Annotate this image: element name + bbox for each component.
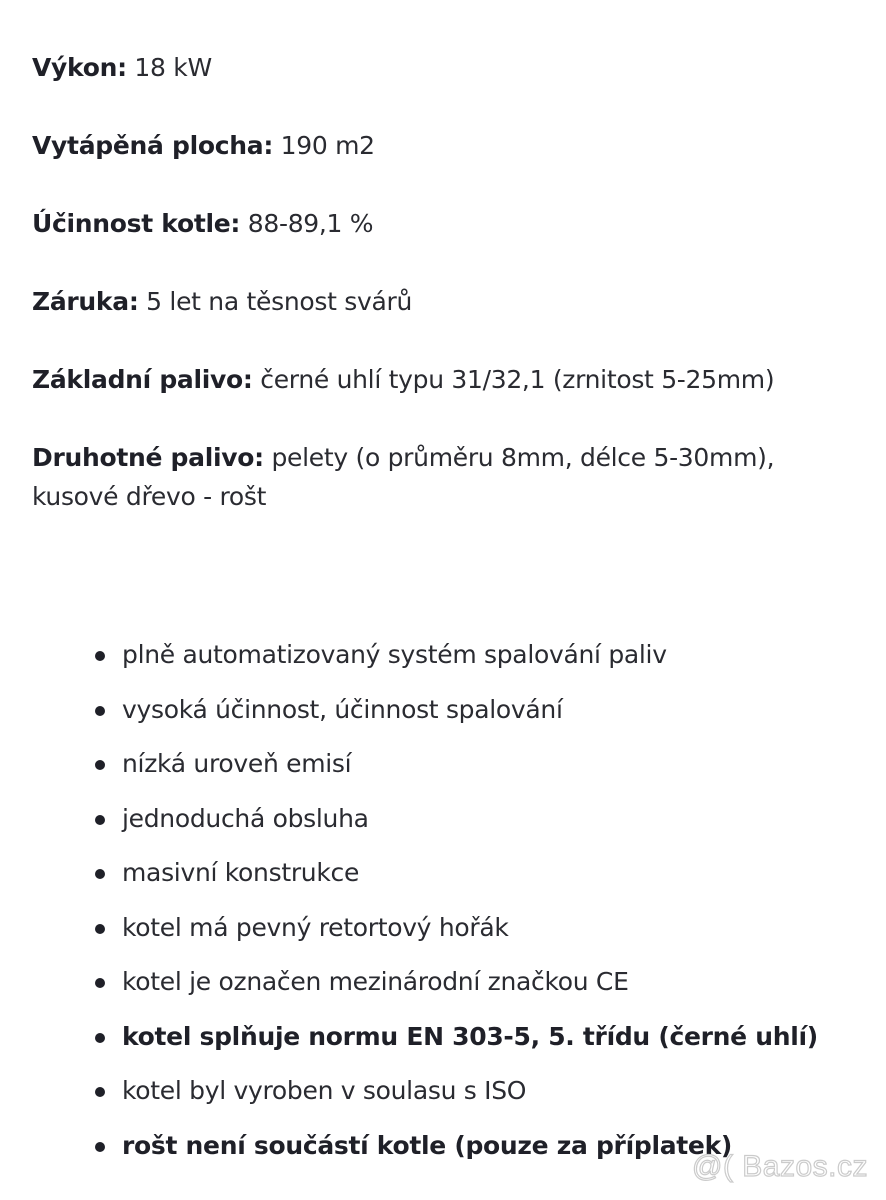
feature-list — [94, 628, 818, 1173]
bullet-icon — [95, 760, 105, 770]
spec-list — [32, 48, 862, 555]
spec-label: Výkon: — [32, 53, 127, 82]
feature-text: kotel je označen mezinárodní značkou CE — [122, 967, 629, 996]
spec-label: Záruka: — [32, 287, 139, 316]
spec-row-efficiency — [32, 204, 862, 243]
feature-text: masivní konstrukce — [122, 858, 360, 887]
spec-row-secondary-fuel — [32, 438, 862, 516]
spec-value: pelety (o průměru 8mm, délce 5-30mm), kusové dřevo - rošt — [32, 443, 775, 511]
feature-text: jednoduchá obsluha — [122, 803, 369, 833]
bullet-icon — [95, 706, 105, 716]
bullet-icon — [95, 815, 105, 825]
spec-value: 5 let na těsnost svárů — [138, 287, 413, 316]
spec-value: 18 kW — [126, 53, 212, 82]
spec-label: Vytápěná plocha: — [32, 131, 274, 160]
bazos-watermark: @( Bazos.cz — [692, 1150, 868, 1183]
spec-value: 190 m2 — [273, 131, 375, 160]
spec-value: černé uhlí typu 31/32,1 (zrnitost 5-25mm) — [252, 365, 775, 394]
list-item — [94, 737, 818, 792]
bullet-icon — [95, 1087, 105, 1097]
bullet-icon — [95, 1033, 105, 1043]
spec-row-power — [32, 48, 862, 87]
feature-text: plně automatizovaný systém spalování paliv — [122, 640, 667, 669]
feature-text: kotel má pevný retortový hořák — [122, 912, 509, 942]
spec-row-primary-fuel — [32, 360, 862, 399]
list-item — [94, 683, 818, 738]
spec-label: Druhotné palivo: — [32, 443, 264, 472]
feature-text: rošt není součástí kotle (pouze za příplatek) — [122, 1130, 733, 1160]
list-item — [94, 846, 818, 901]
list-item — [94, 955, 818, 1010]
spec-label: Základní palivo: — [32, 365, 253, 394]
list-item — [94, 1064, 818, 1119]
bullet-icon — [95, 651, 105, 661]
bullet-icon — [95, 1142, 105, 1152]
list-item — [94, 792, 818, 847]
spec-row-warranty — [32, 282, 862, 321]
bullet-icon — [95, 869, 105, 879]
spec-row-heated-area — [32, 126, 862, 165]
list-item-highlighted — [94, 1010, 818, 1065]
spec-value: 88-89,1 % — [240, 209, 374, 238]
list-item — [94, 901, 818, 956]
spec-label: Účinnost kotle: — [32, 209, 241, 238]
feature-text: vysoká účinnost, účinnost spalování — [122, 694, 563, 724]
bullet-icon — [95, 978, 105, 988]
feature-text: kotel splňuje normu EN 303-5, 5. třídu (černé uhlí) — [122, 1021, 818, 1051]
bullet-icon — [95, 924, 105, 934]
feature-text: nízká uroveň emisí — [122, 749, 352, 778]
list-item — [94, 628, 818, 683]
feature-text: kotel byl vyroben v soulasu s ISO — [122, 1076, 527, 1105]
